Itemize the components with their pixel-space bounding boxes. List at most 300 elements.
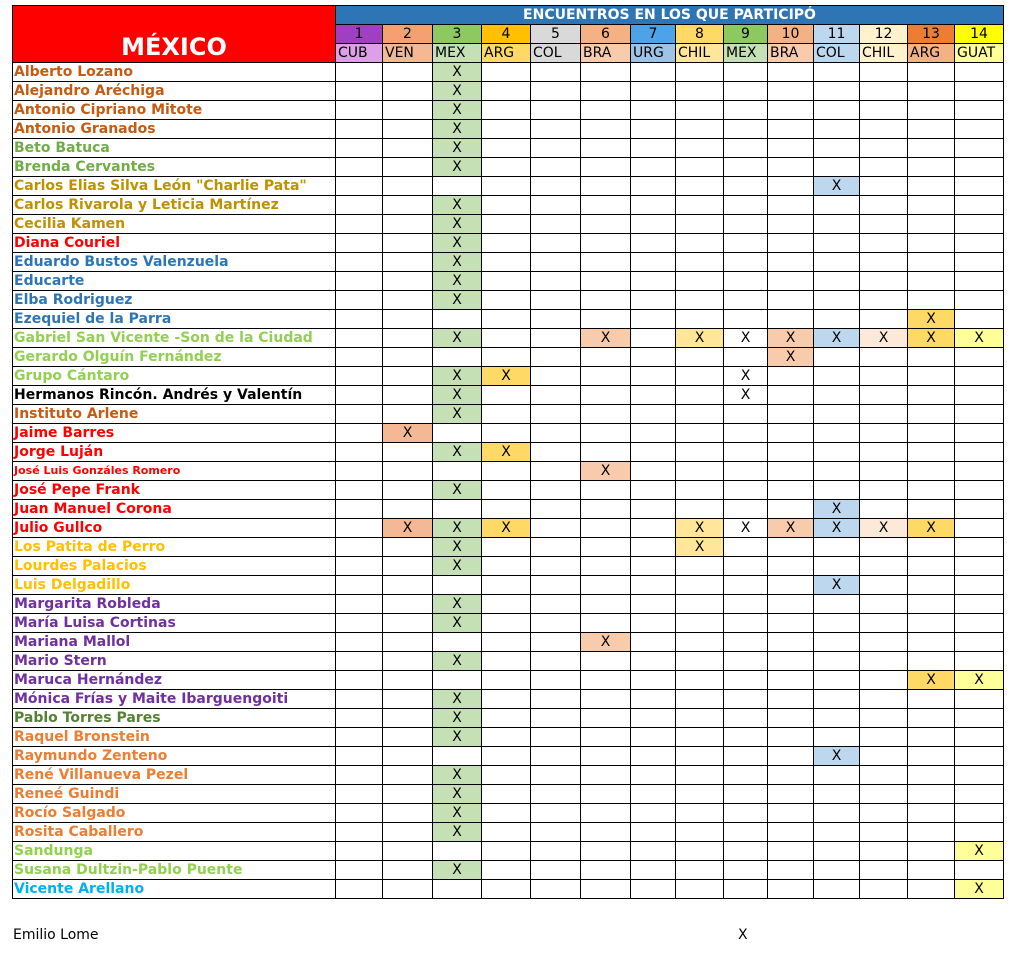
- table-row: [13, 386, 1004, 405]
- empty-cell: [860, 804, 908, 823]
- empty-cell: [955, 690, 1004, 709]
- empty-cell: [814, 823, 860, 842]
- empty-cell: [955, 861, 1004, 880]
- empty-cell: [908, 880, 955, 899]
- empty-cell: [531, 880, 581, 899]
- empty-cell: [433, 633, 482, 652]
- empty-cell: [768, 557, 814, 576]
- empty-cell: [531, 63, 581, 82]
- empty-cell: [955, 652, 1004, 671]
- participant-name: Mónica Frías y Maite Ibarguengoiti: [13, 690, 336, 709]
- participation-mark: X: [433, 861, 482, 880]
- empty-cell: [860, 443, 908, 462]
- table-row: [13, 234, 1004, 253]
- empty-cell: [908, 196, 955, 215]
- participation-mark: X: [724, 519, 768, 538]
- empty-cell: [336, 709, 383, 728]
- empty-cell: [631, 823, 676, 842]
- participation-mark: X: [433, 101, 482, 120]
- empty-cell: [383, 861, 433, 880]
- participant-name: Sandunga: [13, 842, 336, 861]
- empty-cell: [581, 177, 631, 196]
- empty-cell: [531, 709, 581, 728]
- empty-cell: [383, 576, 433, 595]
- empty-cell: [724, 557, 768, 576]
- empty-cell: [631, 614, 676, 633]
- empty-cell: [860, 462, 908, 481]
- empty-cell: [581, 158, 631, 177]
- empty-cell: [955, 823, 1004, 842]
- table-row: [13, 519, 1004, 538]
- empty-cell: [581, 196, 631, 215]
- empty-cell: [482, 690, 531, 709]
- empty-cell: [531, 519, 581, 538]
- participation-mark: X: [908, 329, 955, 348]
- empty-cell: [908, 158, 955, 177]
- empty-cell: [768, 234, 814, 253]
- empty-cell: [581, 766, 631, 785]
- empty-cell: [336, 348, 383, 367]
- empty-cell: [336, 177, 383, 196]
- participant-name: Antonio Granados: [13, 120, 336, 139]
- participation-mark: X: [433, 367, 482, 386]
- empty-cell: [768, 424, 814, 443]
- empty-cell: [581, 557, 631, 576]
- empty-cell: [860, 728, 908, 747]
- empty-cell: [955, 747, 1004, 766]
- empty-cell: [581, 386, 631, 405]
- empty-cell: [724, 291, 768, 310]
- empty-cell: [908, 614, 955, 633]
- participant-name: Maruca Hernández: [13, 671, 336, 690]
- encounter-number: 2: [383, 25, 433, 44]
- empty-cell: [531, 291, 581, 310]
- table-row: [13, 576, 1004, 595]
- participant-name: Instituto Arlene: [13, 405, 336, 424]
- encounter-country-code: BRA: [768, 44, 814, 63]
- empty-cell: [955, 348, 1004, 367]
- empty-cell: [724, 120, 768, 139]
- table-row: [13, 177, 1004, 196]
- empty-cell: [724, 139, 768, 158]
- empty-cell: [814, 804, 860, 823]
- empty-cell: [336, 519, 383, 538]
- empty-cell: [383, 63, 433, 82]
- participation-mark: X: [581, 633, 631, 652]
- empty-cell: [383, 614, 433, 633]
- empty-cell: [482, 462, 531, 481]
- empty-cell: [336, 595, 383, 614]
- empty-cell: [482, 671, 531, 690]
- empty-cell: [814, 63, 860, 82]
- empty-cell: [814, 671, 860, 690]
- empty-cell: [908, 595, 955, 614]
- empty-cell: [482, 595, 531, 614]
- empty-cell: [383, 82, 433, 101]
- table-row: [13, 500, 1004, 519]
- empty-cell: [768, 690, 814, 709]
- empty-cell: [383, 443, 433, 462]
- empty-cell: [860, 386, 908, 405]
- empty-cell: [336, 500, 383, 519]
- participant-name: Pablo Torres Pares: [13, 709, 336, 728]
- empty-cell: [581, 253, 631, 272]
- table-row: [13, 82, 1004, 101]
- empty-cell: [531, 861, 581, 880]
- empty-cell: [383, 405, 433, 424]
- empty-cell: [768, 291, 814, 310]
- participation-mark: X: [814, 500, 860, 519]
- empty-cell: [676, 861, 724, 880]
- participant-name: Raquel Bronstein: [13, 728, 336, 747]
- empty-cell: [724, 614, 768, 633]
- empty-cell: [531, 310, 581, 329]
- table-row: [13, 158, 1004, 177]
- empty-cell: [336, 139, 383, 158]
- empty-cell: [531, 462, 581, 481]
- empty-cell: [531, 785, 581, 804]
- empty-cell: [955, 158, 1004, 177]
- empty-cell: [724, 234, 768, 253]
- empty-cell: [581, 310, 631, 329]
- participation-mark: X: [676, 538, 724, 557]
- empty-cell: [336, 196, 383, 215]
- empty-cell: [531, 101, 581, 120]
- empty-cell: [631, 82, 676, 101]
- empty-cell: [383, 747, 433, 766]
- table-row: [13, 63, 1004, 82]
- empty-cell: [955, 576, 1004, 595]
- empty-cell: [860, 367, 908, 386]
- table-row: [13, 443, 1004, 462]
- empty-cell: [860, 481, 908, 500]
- empty-cell: [482, 101, 531, 120]
- empty-cell: [860, 823, 908, 842]
- empty-cell: [482, 120, 531, 139]
- participation-mark: X: [860, 329, 908, 348]
- participation-table: [12, 5, 1004, 899]
- participation-mark: X: [433, 158, 482, 177]
- empty-cell: [631, 443, 676, 462]
- table-row: [13, 215, 1004, 234]
- empty-cell: [383, 880, 433, 899]
- empty-cell: [336, 462, 383, 481]
- participant-name: Luis Delgadillo: [13, 576, 336, 595]
- participation-mark: X: [433, 253, 482, 272]
- empty-cell: [814, 481, 860, 500]
- empty-cell: [482, 861, 531, 880]
- empty-cell: [724, 215, 768, 234]
- empty-cell: [955, 367, 1004, 386]
- empty-cell: [482, 823, 531, 842]
- empty-cell: [860, 861, 908, 880]
- empty-cell: [768, 842, 814, 861]
- empty-cell: [482, 405, 531, 424]
- empty-cell: [676, 177, 724, 196]
- empty-cell: [531, 671, 581, 690]
- empty-cell: [860, 63, 908, 82]
- empty-cell: [336, 63, 383, 82]
- empty-cell: [908, 728, 955, 747]
- encounter-number: 8: [676, 25, 724, 44]
- empty-cell: [383, 671, 433, 690]
- empty-cell: [336, 158, 383, 177]
- empty-cell: [814, 215, 860, 234]
- empty-cell: [814, 538, 860, 557]
- empty-cell: [631, 139, 676, 158]
- participation-mark: X: [433, 443, 482, 462]
- empty-cell: [531, 386, 581, 405]
- empty-cell: [908, 253, 955, 272]
- empty-cell: [768, 576, 814, 595]
- participation-mark: X: [814, 576, 860, 595]
- empty-cell: [908, 443, 955, 462]
- empty-cell: [860, 766, 908, 785]
- empty-cell: [908, 557, 955, 576]
- empty-cell: [531, 348, 581, 367]
- empty-cell: [383, 804, 433, 823]
- empty-cell: [383, 367, 433, 386]
- empty-cell: [908, 652, 955, 671]
- participant-name: Cecilia Kamen: [13, 215, 336, 234]
- empty-cell: [383, 462, 433, 481]
- encounter-number: 5: [531, 25, 581, 44]
- empty-cell: [581, 861, 631, 880]
- empty-cell: [724, 652, 768, 671]
- empty-cell: [676, 139, 724, 158]
- empty-cell: [482, 728, 531, 747]
- empty-cell: [336, 614, 383, 633]
- participant-name: Susana Dultzin-Pablo Puente: [13, 861, 336, 880]
- empty-cell: [676, 614, 724, 633]
- empty-cell: [768, 728, 814, 747]
- table-row: [13, 728, 1004, 747]
- empty-cell: [482, 291, 531, 310]
- participant-name: Margarita Robleda: [13, 595, 336, 614]
- empty-cell: [383, 823, 433, 842]
- empty-cell: [631, 215, 676, 234]
- empty-cell: [724, 576, 768, 595]
- empty-cell: [631, 785, 676, 804]
- empty-cell: [814, 272, 860, 291]
- empty-cell: [531, 728, 581, 747]
- participation-mark: X: [955, 880, 1004, 899]
- participation-mark: X: [433, 804, 482, 823]
- empty-cell: [383, 595, 433, 614]
- empty-cell: [908, 348, 955, 367]
- empty-cell: [531, 367, 581, 386]
- empty-cell: [383, 139, 433, 158]
- empty-cell: [531, 804, 581, 823]
- empty-cell: [814, 310, 860, 329]
- participation-mark: X: [433, 614, 482, 633]
- participant-name: Antonio Cipriano Mitote: [13, 101, 336, 120]
- empty-cell: [531, 234, 581, 253]
- empty-cell: [676, 595, 724, 614]
- empty-cell: [336, 747, 383, 766]
- table-row: [13, 557, 1004, 576]
- empty-cell: [768, 310, 814, 329]
- empty-cell: [724, 424, 768, 443]
- empty-cell: [860, 234, 908, 253]
- empty-cell: [581, 63, 631, 82]
- empty-cell: [860, 557, 908, 576]
- table-row: [13, 120, 1004, 139]
- empty-cell: [768, 462, 814, 481]
- empty-cell: [631, 367, 676, 386]
- empty-cell: [433, 348, 482, 367]
- empty-cell: [768, 120, 814, 139]
- empty-cell: [581, 728, 631, 747]
- participation-mark: X: [433, 196, 482, 215]
- empty-cell: [581, 595, 631, 614]
- empty-cell: [383, 728, 433, 747]
- participant-name: Alberto Lozano: [13, 63, 336, 82]
- encounter-country-code: CHIL: [860, 44, 908, 63]
- encounter-country-code: MEX: [724, 44, 768, 63]
- empty-cell: [531, 842, 581, 861]
- empty-cell: [724, 443, 768, 462]
- empty-cell: [768, 823, 814, 842]
- empty-cell: [676, 766, 724, 785]
- empty-cell: [814, 120, 860, 139]
- empty-cell: [336, 633, 383, 652]
- empty-cell: [908, 633, 955, 652]
- empty-cell: [383, 272, 433, 291]
- empty-cell: [676, 101, 724, 120]
- empty-cell: [814, 158, 860, 177]
- empty-cell: [676, 500, 724, 519]
- empty-cell: [531, 823, 581, 842]
- participant-name: Mario Stern: [13, 652, 336, 671]
- empty-cell: [383, 500, 433, 519]
- participant-name: Alejandro Aréchiga: [13, 82, 336, 101]
- empty-cell: [383, 709, 433, 728]
- participation-mark: X: [908, 519, 955, 538]
- empty-cell: [768, 139, 814, 158]
- participant-name: Mariana Mallol: [13, 633, 336, 652]
- empty-cell: [531, 82, 581, 101]
- encounter-number: 1: [336, 25, 383, 44]
- empty-cell: [581, 576, 631, 595]
- empty-cell: [768, 63, 814, 82]
- empty-cell: [631, 234, 676, 253]
- participant-name: Gabriel San Vicente -Son de la Ciudad: [13, 329, 336, 348]
- empty-cell: [482, 196, 531, 215]
- empty-cell: [433, 462, 482, 481]
- empty-cell: [433, 177, 482, 196]
- empty-cell: [676, 63, 724, 82]
- empty-cell: [676, 576, 724, 595]
- empty-cell: [955, 557, 1004, 576]
- empty-cell: [676, 310, 724, 329]
- empty-cell: [908, 82, 955, 101]
- empty-cell: [336, 804, 383, 823]
- empty-cell: [724, 671, 768, 690]
- empty-cell: [860, 500, 908, 519]
- empty-cell: [860, 595, 908, 614]
- encounter-number: 4: [482, 25, 531, 44]
- participation-mark: X: [433, 728, 482, 747]
- encounter-country-code: VEN: [383, 44, 433, 63]
- empty-cell: [676, 272, 724, 291]
- empty-cell: [814, 196, 860, 215]
- empty-cell: [908, 63, 955, 82]
- empty-cell: [631, 880, 676, 899]
- empty-cell: [955, 253, 1004, 272]
- empty-cell: [814, 386, 860, 405]
- empty-cell: [531, 158, 581, 177]
- empty-cell: [482, 557, 531, 576]
- empty-cell: [860, 671, 908, 690]
- empty-cell: [955, 785, 1004, 804]
- empty-cell: [908, 481, 955, 500]
- empty-cell: [531, 766, 581, 785]
- empty-cell: [482, 747, 531, 766]
- participation-mark: X: [383, 519, 433, 538]
- empty-cell: [724, 310, 768, 329]
- empty-cell: [482, 614, 531, 633]
- empty-cell: [336, 861, 383, 880]
- empty-cell: [482, 576, 531, 595]
- participation-mark: X: [433, 386, 482, 405]
- empty-cell: [482, 538, 531, 557]
- empty-cell: [676, 671, 724, 690]
- encounter-country-code: COL: [814, 44, 860, 63]
- participation-mark: X: [433, 709, 482, 728]
- participant-name: Los Patita de Perro: [13, 538, 336, 557]
- empty-cell: [768, 652, 814, 671]
- empty-cell: [676, 823, 724, 842]
- empty-cell: [336, 386, 383, 405]
- empty-cell: [676, 386, 724, 405]
- encounter-country-code: COL: [531, 44, 581, 63]
- empty-cell: [631, 842, 676, 861]
- empty-cell: [908, 234, 955, 253]
- empty-cell: [581, 747, 631, 766]
- table-row: [13, 348, 1004, 367]
- empty-cell: [581, 272, 631, 291]
- empty-cell: [336, 291, 383, 310]
- empty-cell: [383, 785, 433, 804]
- empty-cell: [482, 158, 531, 177]
- empty-cell: [631, 671, 676, 690]
- participant-name: Jaime Barres: [13, 424, 336, 443]
- empty-cell: [531, 652, 581, 671]
- empty-cell: [531, 272, 581, 291]
- encounter-number: 13: [908, 25, 955, 44]
- empty-cell: [814, 690, 860, 709]
- empty-cell: [631, 519, 676, 538]
- footer-mark: X: [738, 927, 748, 943]
- empty-cell: [860, 272, 908, 291]
- empty-cell: [531, 747, 581, 766]
- empty-cell: [581, 614, 631, 633]
- empty-cell: [908, 842, 955, 861]
- encounter-country-code: GUAT: [955, 44, 1004, 63]
- empty-cell: [433, 842, 482, 861]
- table-row: [13, 291, 1004, 310]
- empty-cell: [383, 291, 433, 310]
- empty-cell: [383, 177, 433, 196]
- empty-cell: [955, 766, 1004, 785]
- empty-cell: [581, 234, 631, 253]
- empty-cell: [581, 804, 631, 823]
- empty-cell: [724, 405, 768, 424]
- empty-cell: [768, 101, 814, 120]
- empty-cell: [531, 424, 581, 443]
- table-row: [13, 690, 1004, 709]
